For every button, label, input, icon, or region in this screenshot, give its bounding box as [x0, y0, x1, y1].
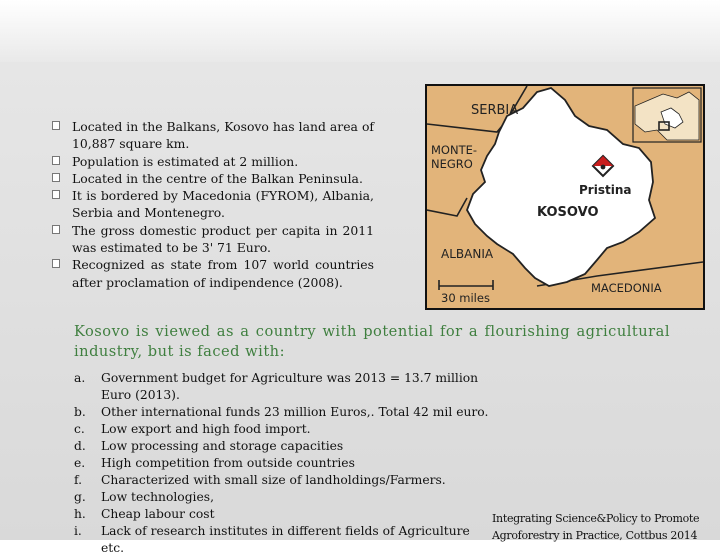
- bullet-text: Recognized as state from 107 world countries after proclamation of indipendence (2008).: [72, 257, 374, 290]
- map-label-kosovo: KOSOVO: [537, 205, 599, 220]
- challenges-list: [74, 370, 494, 557]
- list-item: [74, 438, 494, 455]
- list-item-label: i.: [74, 524, 82, 538]
- bullet-item: [52, 222, 374, 257]
- list-item: [74, 404, 494, 421]
- bullet-text: Located in the centre of the Balkan Peninsula.: [72, 170, 363, 186]
- bullet-text: Located in the Balkans, Kosovo has land area of 10,887 square km.: [72, 119, 374, 152]
- bullet-item: [52, 256, 374, 291]
- map-label-montenegro-2: NEGRO: [431, 157, 473, 171]
- list-item-text: Low technologies,: [101, 490, 214, 504]
- bullet-box-icon: [52, 225, 60, 234]
- list-item-text: Low export and high food import.: [101, 422, 311, 436]
- list-item-label: b.: [74, 405, 86, 419]
- list-item-text: Characterized with small size of landholdings/Farmers.: [101, 473, 446, 487]
- list-item-label: a.: [74, 371, 86, 385]
- list-item-label: f.: [74, 473, 83, 487]
- map-label-albania: ALBANIA: [441, 247, 494, 261]
- bullet-text: Population is estimated at 2 million.: [72, 153, 299, 169]
- bullet-text: The gross domestic product per capita in 2011 was estimated to be 3' 71 Euro.: [72, 222, 374, 256]
- list-item-text: Low processing and storage capacities: [101, 439, 344, 453]
- map-label-scale: 30 miles: [441, 291, 490, 305]
- list-item: [74, 472, 494, 489]
- map-label-serbia: SERBIA: [471, 103, 519, 118]
- list-item-text: Government budget for Agriculture was 2013 = 13.7 million Euro (2013).: [101, 371, 479, 402]
- list-item: [74, 421, 494, 438]
- list-item-text: Lack of research institutes in different fields of Agriculture etc.: [101, 524, 470, 555]
- list-item-label: d.: [74, 439, 86, 453]
- list-item-label: c.: [74, 422, 85, 436]
- footer-citation: [492, 510, 714, 544]
- list-item-label: g.: [74, 490, 86, 504]
- bullet-text: It is bordered by Macedonia (FYROM), Albania, Serbia and Montenegro.: [72, 188, 374, 221]
- bullet-item: [52, 118, 374, 153]
- map-label-montenegro-1: MONTE-: [431, 143, 478, 157]
- map-label-macedonia: MACEDONIA: [591, 281, 662, 295]
- bullet-item: [52, 170, 374, 187]
- slide-header-band: [0, 0, 720, 62]
- bullet-box-icon: [52, 121, 60, 130]
- list-item-label: h.: [74, 507, 86, 521]
- intro-paragraph: Kosovo is viewed as a country with potential for a flourishing agricultural industry, but is faced with:: [74, 323, 670, 360]
- bullet-item: [52, 187, 374, 222]
- list-item: [74, 506, 494, 523]
- list-item: [74, 370, 494, 404]
- bullet-item: [52, 153, 374, 170]
- facts-bullet-list: [52, 118, 374, 291]
- list-item: [74, 489, 494, 506]
- bullet-box-icon: [52, 156, 60, 165]
- kosovo-map: [425, 84, 705, 310]
- footer-line-2: Agroforestry in Practice, Cottbus 2014: [492, 529, 698, 542]
- list-item-label: e.: [74, 456, 86, 470]
- footer-line-1: Integrating Science&Policy to Promote: [492, 512, 700, 525]
- list-item: [74, 455, 494, 472]
- list-item-text: Other international funds 23 million Euros,. Total 42 mil euro.: [101, 405, 489, 419]
- map-label-pristina: Pristina: [579, 183, 632, 197]
- list-item-text: Cheap labour cost: [101, 507, 215, 521]
- list-item: [74, 523, 494, 557]
- kosovo-map-svg: [427, 86, 703, 308]
- bullet-box-icon: [52, 173, 60, 182]
- bullet-box-icon: [52, 190, 60, 199]
- europe-locator-inset-icon: [633, 88, 701, 142]
- bullet-box-icon: [52, 259, 60, 268]
- list-item-text: High competition from outside countries: [101, 456, 355, 470]
